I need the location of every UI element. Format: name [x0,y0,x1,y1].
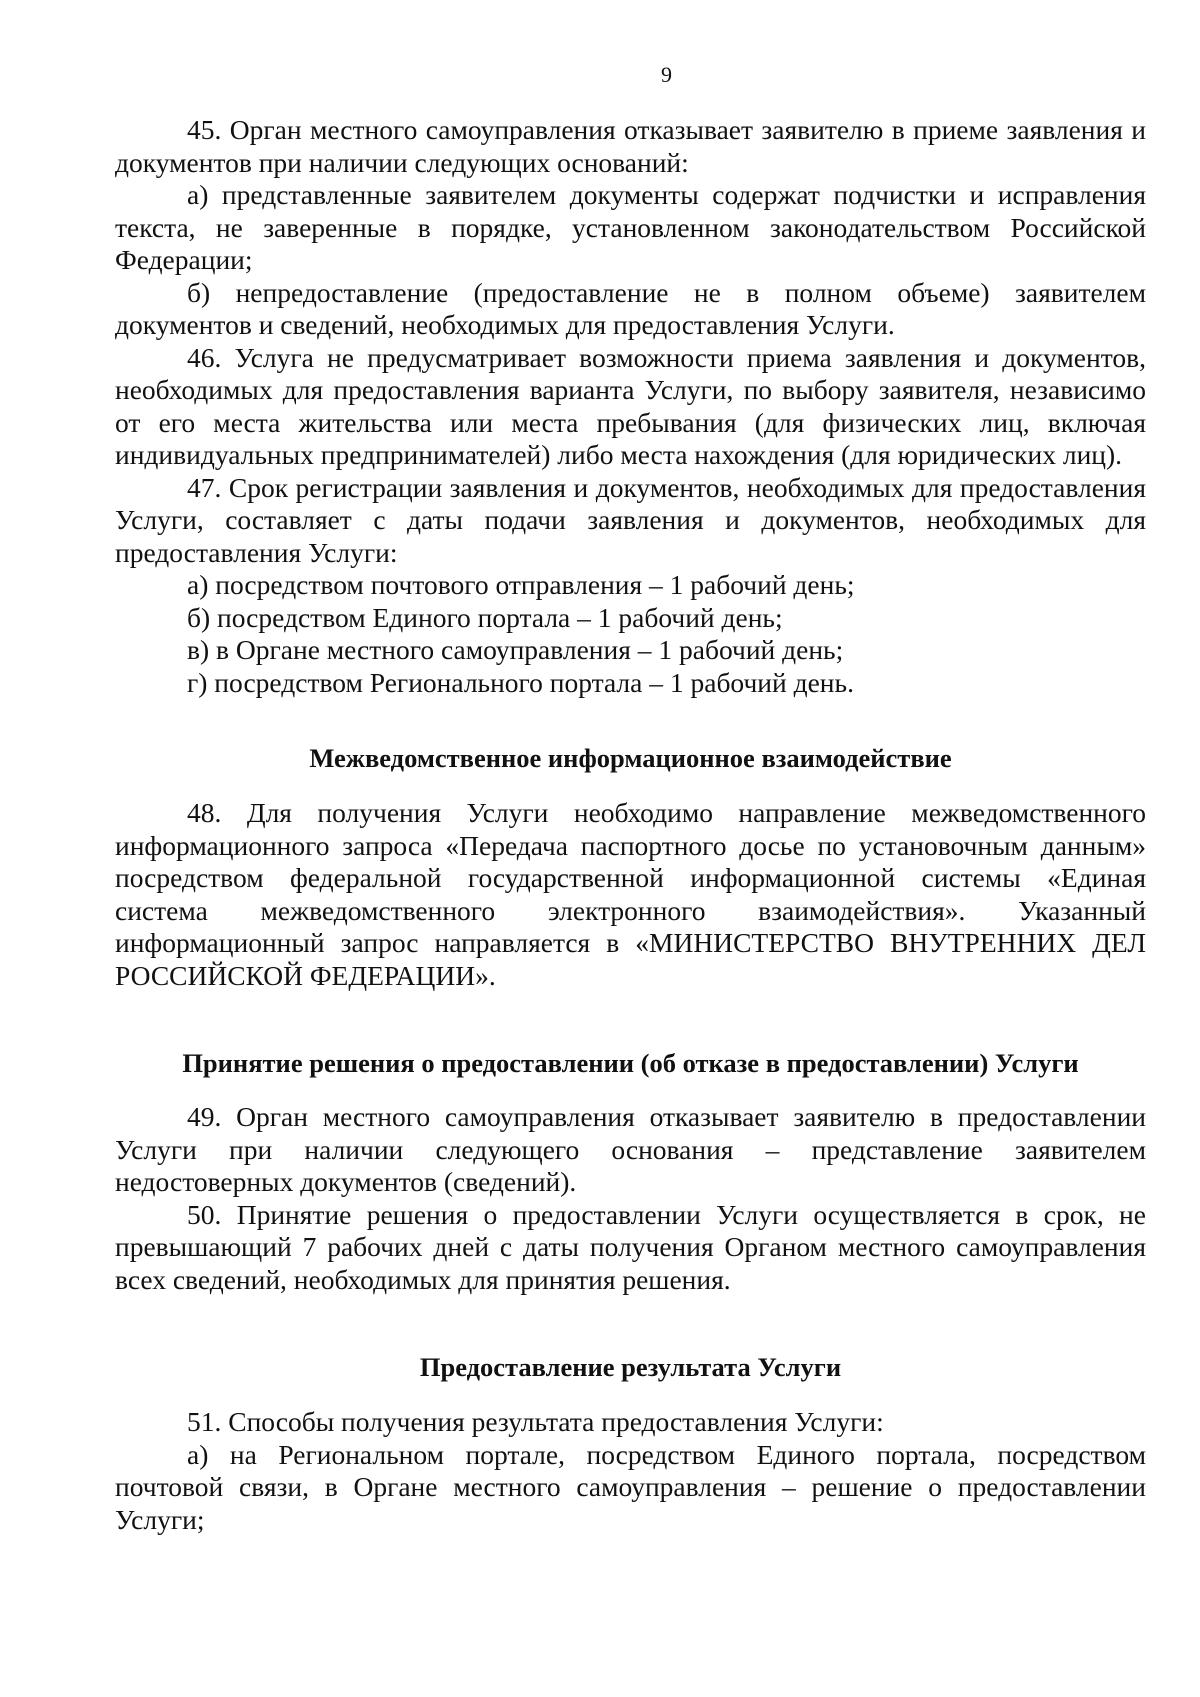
section-result [115,1406,1146,1536]
page-number: 9 [661,62,672,87]
section-decision [115,1101,1146,1296]
section-heading-result: Предоставление результата Услуги [419,1352,842,1382]
paragraph-48: 48. Для получения Услуги необходимо направление межведомственного информационного запроса «Передача паспортного досье по установочным данным» посредством федеральной государственной информационной системы «Единая система межведомственного электронного взаимодействия». Указанный информационный запрос направляется в «МИНИСТЕРСТВО ВНУТРЕННИХ ДЕЛ РОССИЙСКОЙ ФЕДЕРАЦИИ». [115,797,1146,991]
paragraph-47-g: г) посредством Регионального портала – 1 рабочий день. [187,666,854,698]
paragraph-46: 46. Услуга не предусматривает возможности приема заявления и документов, необходимых для предоставления варианта Услуги, по выбору заявителя, независимо от его места жительства или места пребывания (для физических лиц, включая индивидуальных предпринимателей) либо места нахождения (для юридических лиц). [115,341,1146,470]
paragraph-47: 47. Срок регистрации заявления и документов, необходимых для предоставления Услуги, составляет с даты подачи заявления и документов, необходимых для предоставления Услуги: [115,471,1146,568]
paragraph-49: 49. Орган местного самоуправления отказывает заявителю в предоставлении Услуги при наличии следующего основания – представление заявителем недостоверных документов (сведений). [115,1101,1146,1197]
paragraph-47-b: б) посредством Единого портала – 1 рабочий день; [187,601,783,633]
paragraph-47-v: в) в Органе местного самоуправления – 1 рабочий день; [187,634,844,665]
section-interagency [115,797,1146,992]
section-application-refusal [115,114,1146,699]
paragraph-45-a: а) представленные заявителем документы содержат подчистки и исправления текста, не заверенные в порядке, установленном законодательством Российской Федерации; [115,179,1146,275]
paragraph-51-a: а) на Региональном портале, посредством Единого портала, посредством почтовой связи, в Органе местного самоуправления – решение о предоставлении Услуги; [115,1438,1146,1535]
paragraph-45: 45. Орган местного самоуправления отказывает заявителю в приеме заявления и документов при наличии следующих оснований: [115,114,1146,178]
paragraph-45-b: б) непредоставление (предоставление не в полном объеме) заявителем документов и сведений, необходимых для предоставления Услуги. [115,276,1146,340]
paragraph-47-a: а) посредством почтового отправления – 1 рабочий день; [187,569,855,600]
section-heading-interagency: Межведомственное информационное взаимодействие [309,743,952,773]
paragraph-51: 51. Способы получения результата предоставления Услуги: [187,1406,884,1437]
section-heading-decision: Принятие решения о предоставлении (об отказе в предоставлении) Услуги [182,1048,1079,1078]
paragraph-50: 50. Принятие решения о предоставлении Услуги осуществляется в срок, не превышающий 7 рабочих дней с даты получения Органом местного самоуправления всех сведений, необходимых для принятия решения. [115,1198,1146,1295]
